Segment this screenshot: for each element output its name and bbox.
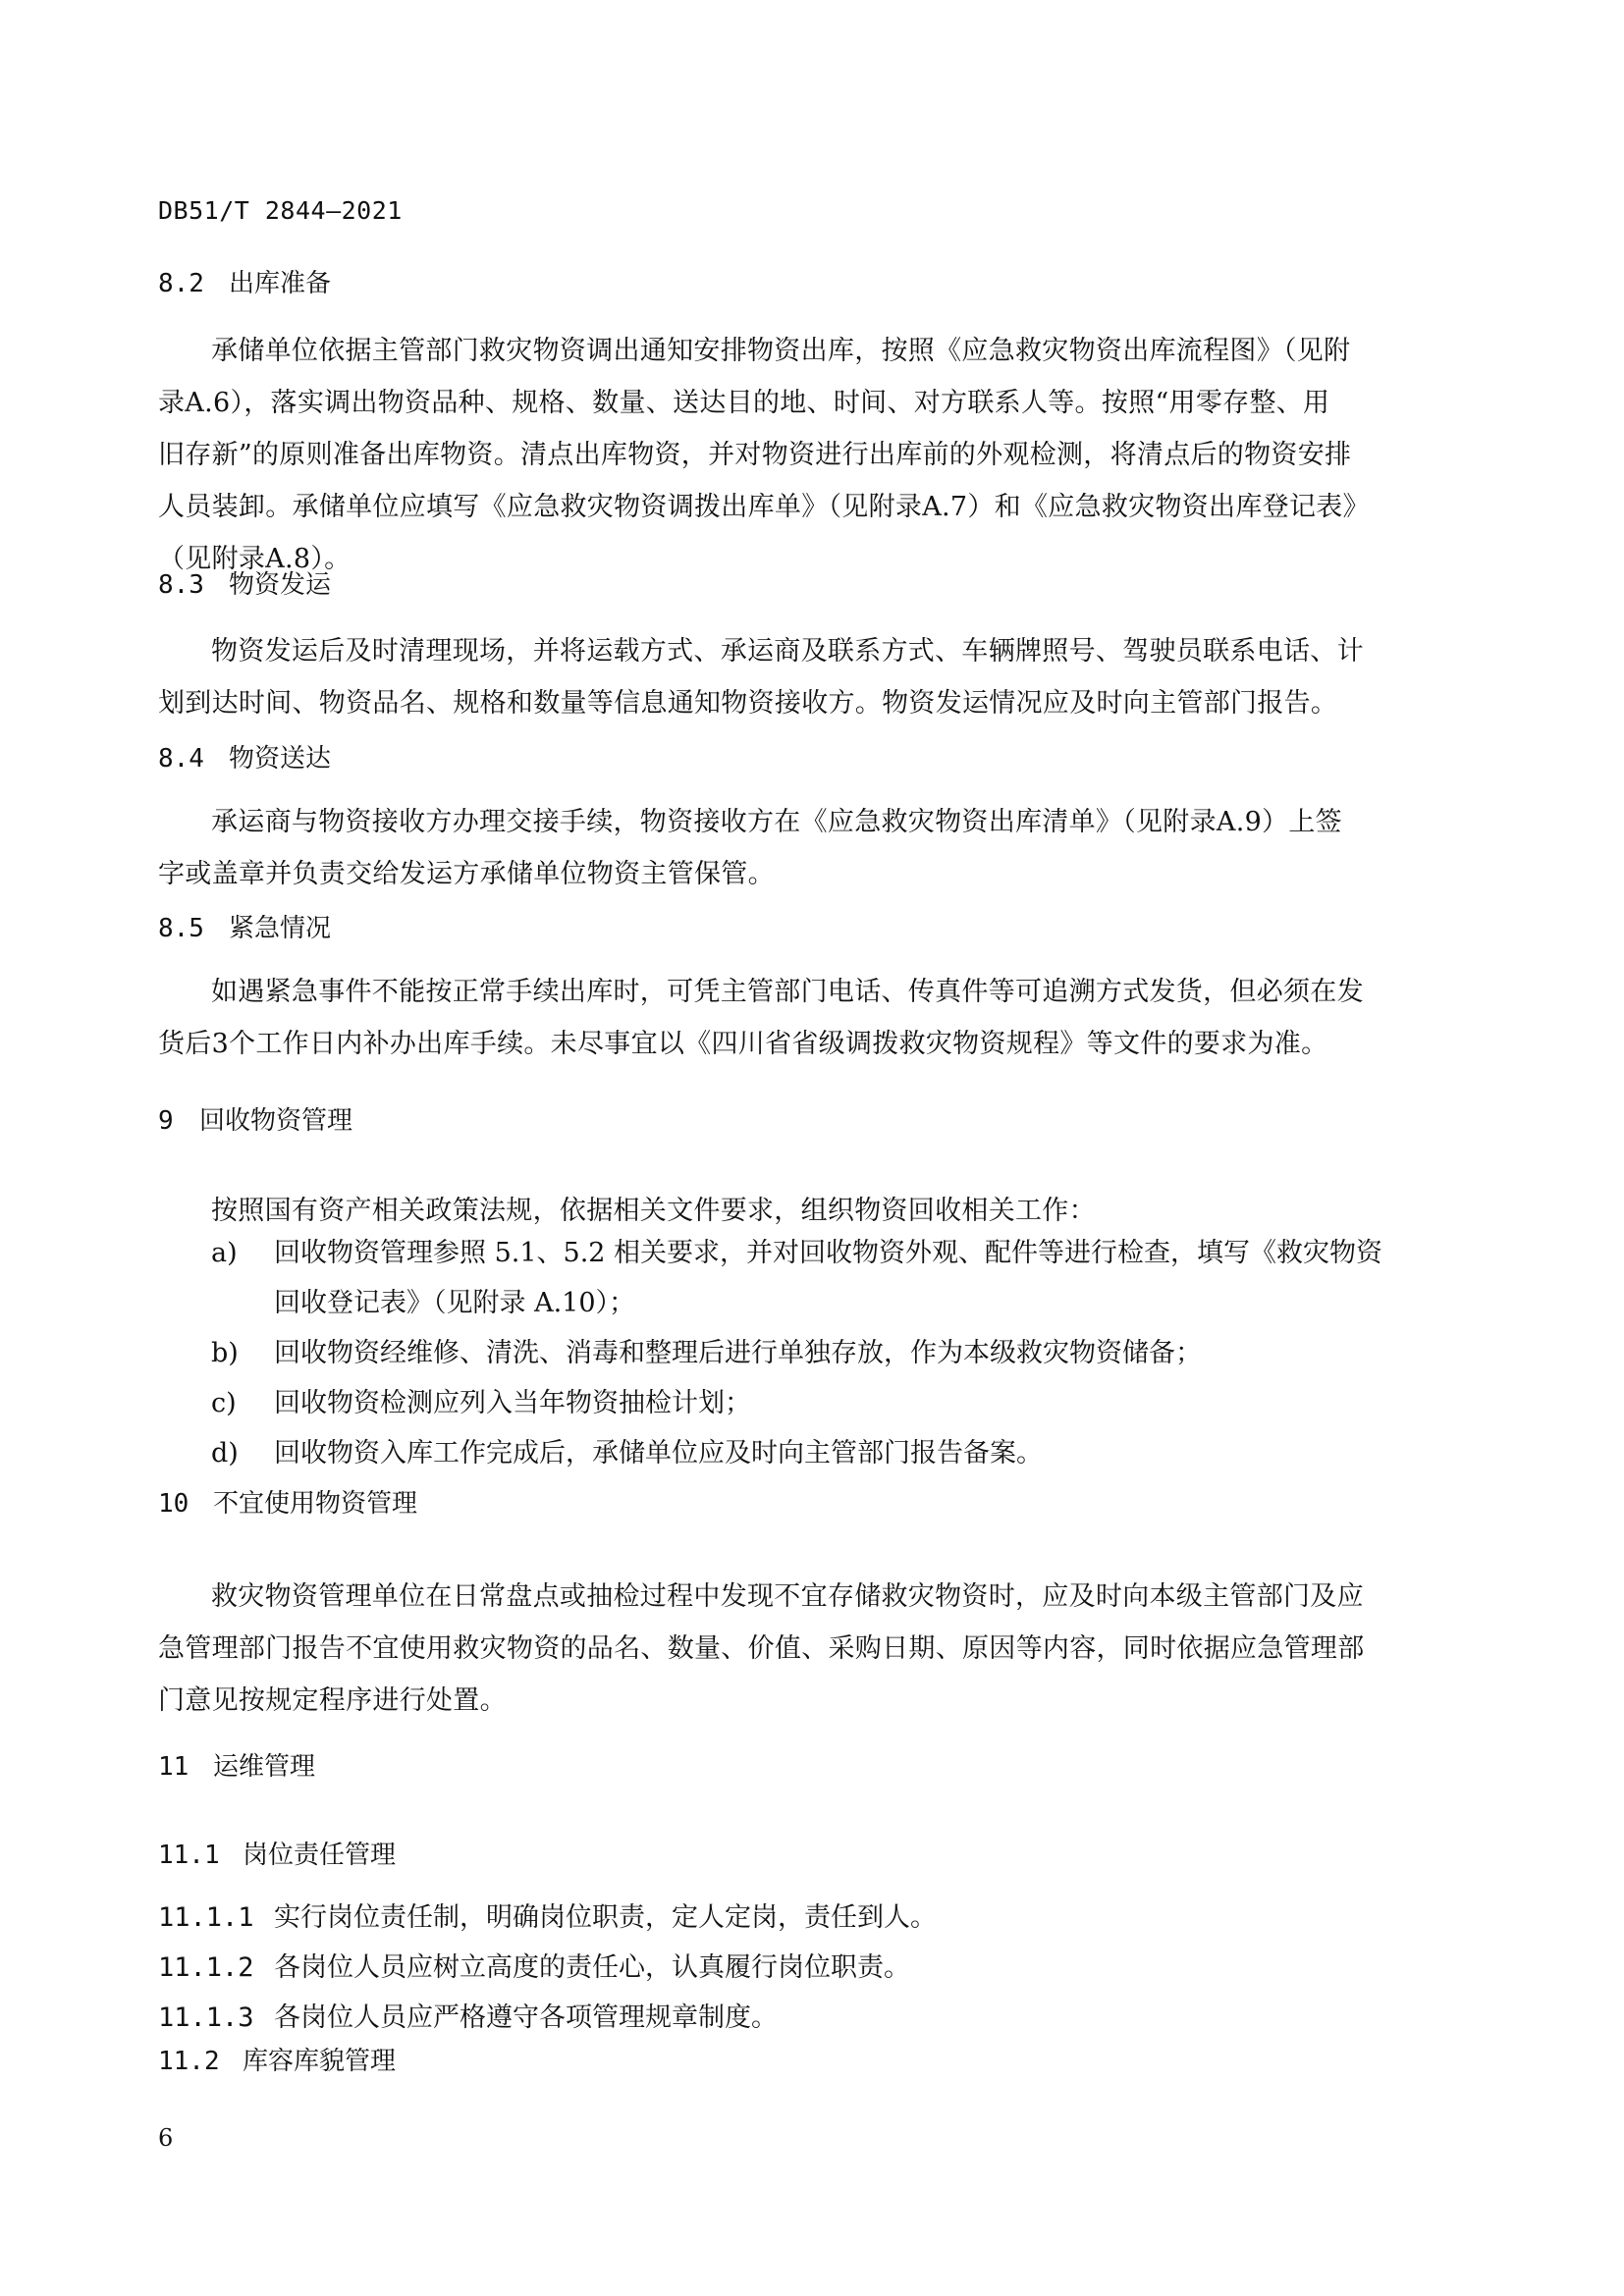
section-heading-9 — [158, 1103, 1447, 1139]
list-marker: d) — [211, 1438, 239, 1468]
list-item — [158, 1428, 1447, 1478]
section-title: 物资送达 — [229, 744, 332, 774]
paragraph-8-4 — [158, 796, 1447, 900]
list-item-line: 回收物资管理参照 5.1、5.2 相关要求，并对回收物资外观、配件等进行检查，填写《救灾物资 — [274, 1238, 1383, 1268]
paragraph-10 — [158, 1571, 1447, 1727]
section-number: 8.5 — [158, 914, 204, 943]
list-item — [158, 1228, 1447, 1328]
list-marker: b) — [211, 1338, 239, 1368]
paragraph-line: （见附录A.8）。 — [158, 544, 352, 574]
section-heading-8-4 — [158, 741, 1447, 776]
paragraph-line: 旧存新”的原则准备出库物资。清点出库物资，并对物资进行出库前的外观检测，将清点后的物资安排 — [158, 440, 1352, 470]
standard-code: DB51/T 2844—2021 — [158, 196, 403, 225]
section-heading-11-2 — [158, 2044, 1447, 2079]
clause-text: 实行岗位责任制，明确岗位职责，定人定岗，责任到人。 — [274, 1902, 937, 1933]
paragraph-line: 门意见按规定程序进行处置。 — [158, 1685, 507, 1716]
clause-number: 11.1.1 — [158, 1902, 254, 1933]
section-number: 8.4 — [158, 744, 204, 774]
section-number: 11.1 — [158, 1841, 220, 1870]
paragraph-line: 救灾物资管理单位在日常盘点或抽检过程中发现不宜存储救灾物资时，应及时向本级主管部门及应 — [211, 1581, 1364, 1612]
recovery-list — [158, 1228, 1447, 1478]
page-number: 6 — [158, 2124, 174, 2152]
section-number: 8.2 — [158, 269, 204, 298]
paragraph-8-3 — [158, 625, 1447, 729]
paragraph-line: 承储单位依据主管部门救灾物资调出通知安排物资出库，按照《应急救灾物资出库流程图》（见附 — [211, 336, 1351, 366]
section-title: 物资发运 — [229, 570, 332, 600]
list-item-line: 回收登记表》（见附录 A.10）； — [274, 1288, 636, 1318]
clause-number: 11.1.2 — [158, 1952, 254, 1983]
paragraph-line: 物资发运后及时清理现场，并将运载方式、承运商及联系方式、车辆牌照号、驾驶员联系电话、计 — [211, 636, 1364, 667]
clause-item — [158, 1993, 1447, 2043]
paragraph-line: 录A.6），落实调出物资品种、规格、数量、送达目的地、时间、对方联系人等。按照“用零存整、用 — [158, 388, 1330, 418]
list-item-line: 回收物资经维修、清洗、消毒和整理后进行单独存放，作为本级救灾物资储备； — [274, 1338, 1202, 1368]
clause-list-11-1 — [158, 1893, 1447, 2043]
section-title: 运维管理 — [213, 1752, 316, 1782]
paragraph-line: 按照国有资产相关政策法规，依据相关文件要求，组织物资回收相关工作： — [211, 1196, 1096, 1226]
list-marker: a) — [211, 1238, 238, 1268]
section-heading-8-3 — [158, 567, 1447, 603]
paragraph-8-5 — [158, 966, 1447, 1070]
paragraph-line: 急管理部门报告不宜使用救灾物资的品名、数量、价值、采购日期、原因等内容，同时依据应急管理部 — [158, 1633, 1365, 1664]
section-number: 11 — [158, 1752, 189, 1782]
paragraph-line: 如遇紧急事件不能按正常手续出库时，可凭主管部门电话、传真件等可追溯方式发货，但必须在发 — [211, 977, 1364, 1007]
section-title: 紧急情况 — [229, 914, 332, 943]
section-number: 11.2 — [158, 2047, 220, 2076]
clause-item — [158, 1893, 1447, 1943]
section-heading-11 — [158, 1749, 1447, 1785]
paragraph-line: 字或盖章并负责交给发运方承储单位物资主管保管。 — [158, 859, 775, 889]
section-number: 8.3 — [158, 570, 204, 600]
section-number: 9 — [158, 1106, 174, 1136]
list-item-line: 回收物资入库工作完成后，承储单位应及时向主管部门报告备案。 — [274, 1438, 1043, 1468]
section-title: 出库准备 — [229, 269, 332, 298]
section-title: 不宜使用物资管理 — [213, 1489, 418, 1519]
section-number: 10 — [158, 1489, 189, 1519]
clause-item — [158, 1943, 1447, 1993]
list-marker: c) — [211, 1388, 237, 1418]
section-title: 库容库貌管理 — [243, 2047, 397, 2076]
section-heading-8-2 — [158, 266, 1447, 301]
paragraph-8-2 — [158, 325, 1447, 585]
paragraph-line: 货后3个工作日内补办出库手续。未尽事宜以《四川省省级调拨救灾物资规程》等文件的要求为准。 — [158, 1029, 1328, 1059]
list-item — [158, 1328, 1447, 1378]
section-heading-8-5 — [158, 911, 1447, 946]
clause-number: 11.1.3 — [158, 2002, 254, 2033]
section-heading-11-1 — [158, 1838, 1447, 1873]
list-item-line: 回收物资检测应列入当年物资抽检计划； — [274, 1388, 751, 1418]
section-title: 回收物资管理 — [199, 1106, 353, 1136]
paragraph-line: 划到达时间、物资品名、规格和数量等信息通知物资接收方。物资发运情况应及时向主管部门报告。 — [158, 688, 1338, 719]
clause-text: 各岗位人员应严格遵守各项管理规章制度。 — [274, 2002, 778, 2033]
section-title: 岗位责任管理 — [243, 1841, 397, 1870]
paragraph-line: 承运商与物资接收方办理交接手续，物资接收方在《应急救灾物资出库清单》（见附录A.9）上签 — [211, 807, 1342, 837]
list-item — [158, 1378, 1447, 1428]
section-heading-10 — [158, 1486, 1447, 1522]
clause-text: 各岗位人员应树立高度的责任心，认真履行岗位职责。 — [274, 1952, 910, 1983]
paragraph-line: 人员装卸。承储单位应填写《应急救灾物资调拨出库单》（见附录A.7）和《应急救灾物资出库登记表》 — [158, 492, 1370, 522]
